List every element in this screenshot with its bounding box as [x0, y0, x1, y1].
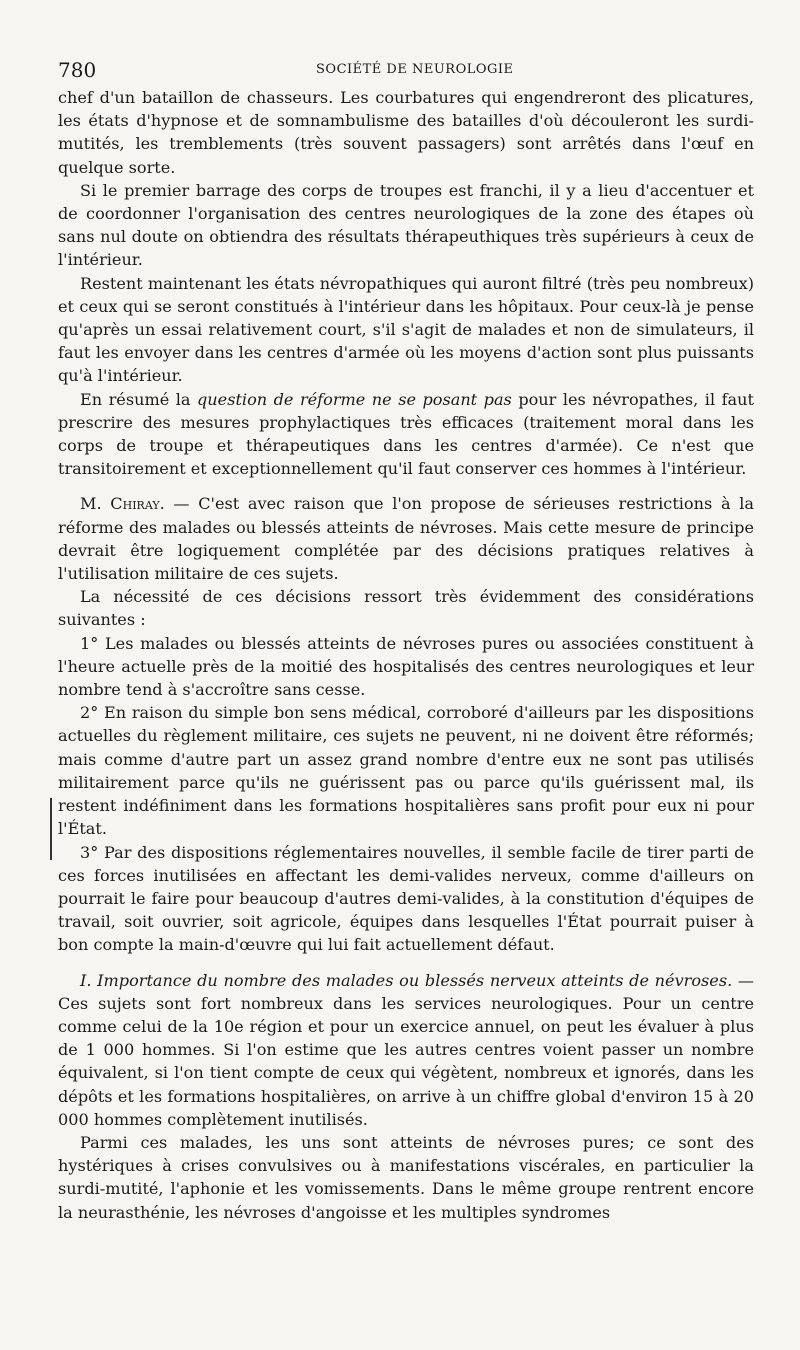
paragraph-point-3: 3° Par des dispositions réglementaires nouvelles, il semble facile de tirer parti de ces forces inutilisées en affectant les demi-valides nerveux, comme d'ailleurs on pourrait le faire pour beaucoup d'autres demi-valides, à la constitution d'équipes de travail, soit ouvrier, soit agricole, équipes dans lesquelles l'État pourrait puiser à bon compte la main-d'œuvre qui lui fait actuellement défaut.	[58, 842, 754, 955]
paragraph-4-end: pour les névropathes, il faut prescrire des mesures prophylactiques très efficaces (traitement moral dans les corps de troupe et thérapeutiques dans les centres d'armée). Ce n'est que transitoirement et exceptionnellement qu'il faut conserver ces hommes à l'intérieur.	[58, 389, 754, 479]
paragraph-point-1: 1° Les malades ou blessés atteints de névroses pures ou associées constituent à l'heure actuelle près de la moitié des hospitalisés des centres neurologiques et leur nombre tend à s'accroître sans cesse.	[58, 633, 754, 700]
page-number: 780	[58, 58, 97, 82]
section-importance	[58, 969, 754, 1131]
section-heading: I. Importance du nombre des malades ou blessés nerveux atteints de névroses.	[80, 970, 733, 990]
paragraph-point-2: 2° En raison du simple bon sens médical, corroboré d'ailleurs par les dispositions actuelles du règlement militaire, ces sujets ne peuvent, ni ne doivent être réformés; mais comme d'autre part un assez grand nombre d'entre eux ne sont pas utilisés militairement parce qu'ils ne guérissent pas ou parce qu'ils guérissent mal, ils restent indéfiniment dans les formations hospitalières sans profit pour eux ni pour l'État.	[58, 703, 754, 839]
paragraph-11: Parmi ces malades, les uns sont atteints de névroses pures; ce sont des hystériques à crises convulsives ou à manifestations viscérales, en particulier la surdi-mutité, l'aphonie et les vomissements. Dans le même groupe rentrent encore la neurasthénie, les névroses d'angoisse et les multiples syndromes	[58, 1132, 754, 1222]
paragraph-chiray	[58, 492, 754, 585]
body-text	[58, 86, 754, 1224]
paragraph-chiray-text: — C'est avec raison que l'on propose de sérieuses restrictions à la réforme des malades ou blessés atteints de névroses. Mais cette mesure de principe devrait être logiquement complétée par des décisions pratiques relatives à l'utilisation militaire de ces sujets.	[58, 494, 754, 584]
paragraph-3: Restent maintenant les états névropathiques qui auront filtré (très peu nombreux) et ceux qui se seront constitués à l'intérieur dans les hôpitaux. Pour ceux-là je pense qu'après un essai relativement court, s'il s'agit de malades et non de simulateurs, il faut les envoyer dans les centres d'armée où les moyens d'action sont plus puissants qu'à l'intérieur.	[58, 273, 754, 386]
paragraph-4-start: En résumé la	[80, 389, 197, 409]
paragraph-4-italic: question de réforme ne se posant pas	[197, 389, 512, 409]
paragraph-1: chef d'un bataillon de chasseurs. Les courbatures qui engendreront des plicatures, les états d'hypnose et de somnambulisme des batailles d'où découleront les surdi-mutités, les tremblements (très souvent passagers) sont arrêtés dans l'œuf en quelque sorte.	[58, 88, 754, 177]
paragraph-4	[58, 388, 754, 481]
page-header	[58, 50, 754, 86]
paragraph-6: La nécessité de ces décisions ressort très évidemment des considérations suivantes :	[58, 587, 754, 630]
paragraph-2: Si le premier barrage des corps de troupes est franchi, il y a lieu d'accentuer et de coordonner l'organisation des centres neurologiques de la zone des étapes où sans nul doute on obtiendra des résultats thérapeuthiques très supérieurs à ceux de l'intérieur.	[58, 180, 754, 270]
margin-marker-line	[50, 798, 52, 860]
running-head: SOCIÉTÉ DE NEUROLOGIE	[316, 62, 514, 77]
speaker-name: M. Chiray.	[80, 494, 165, 514]
section-importance-text: — Ces sujets sont fort nombreux dans les services neurologiques. Pour un centre comme celui de la 10e région et pour un exercice annuel, on peut les évaluer à plus de 1 000 hommes. Si l'on estime que les autres centres voient passer un nombre équivalent, si l'on tient compte de ceux qui végètent, nombreux et ignorés, dans les dépôts et les formations hospitalières, on arrive à un chiffre global d'environ 15 à 20 000 hommes complètement inutilisés.	[58, 970, 754, 1129]
page	[58, 50, 754, 1224]
